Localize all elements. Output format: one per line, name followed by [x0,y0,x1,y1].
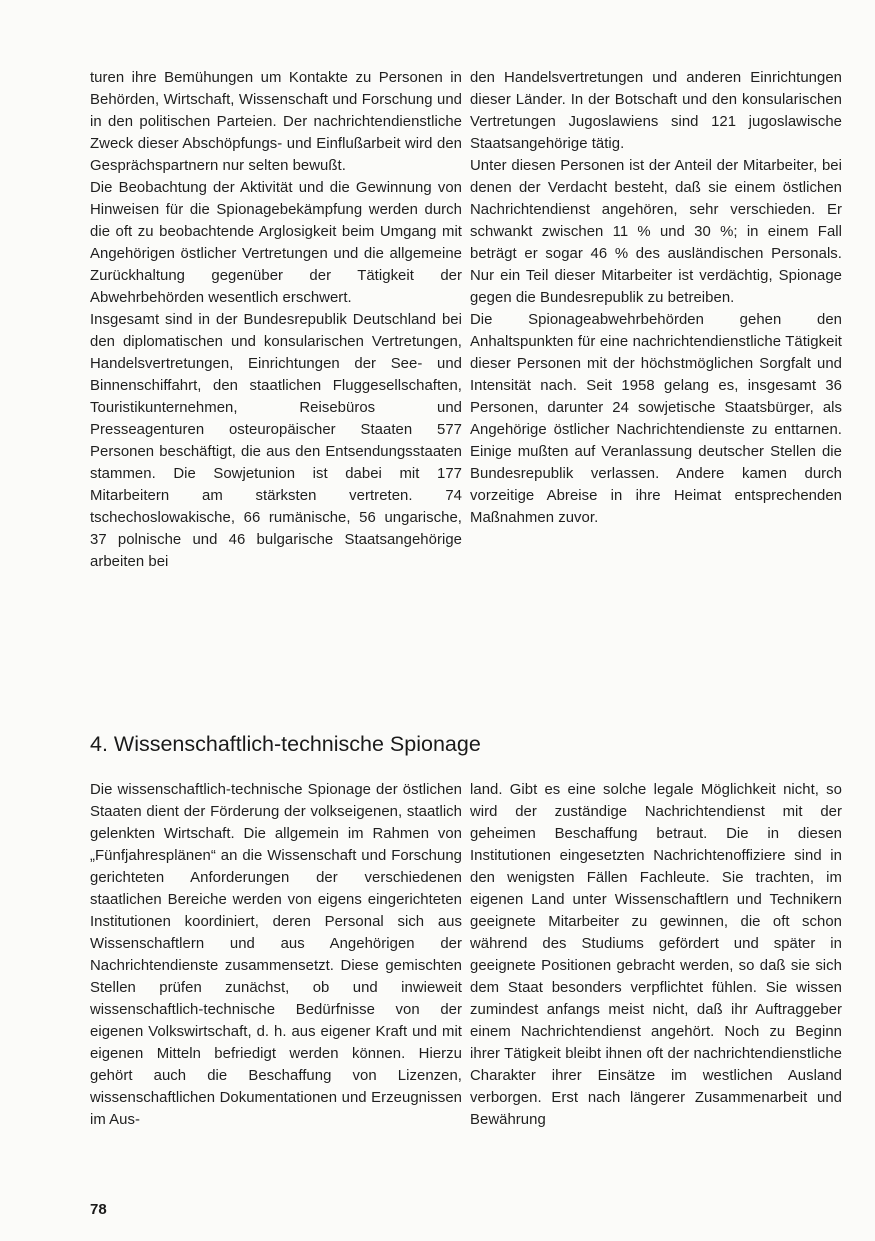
paragraph: Die Spionageabwehrbehörden gehen den Anhaltspunkten für eine nachrichtendienstliche Tätigkeit dieser Personen mit der höchstmöglichen Sorgfalt und Intensität nach. Seit 1958 gelang es, insgesamt 36 Personen, darunter 24 sowjetische Staatsbürger, als Angehörige östlicher Nachrichtendienste zu enttarnen. Einige mußten auf Veranlassung deutscher Stellen die Bundesrepublik verlassen. Andere kamen durch vorzeitige Abreise in ihre Heimat entsprechenden Maßnahmen zuvor. [470,312,842,526]
paragraph: turen ihre Bemühungen um Kontakte zu Personen in Behörden, Wirtschaft, Wissenschaft und Forschung und in den politischen Parteien. Der nachrichtendienstliche Zweck dieser Abschöpfungs- und Einflußarbeit wird den Gesprächspartnern nur selten bewußt. [90,70,462,174]
paragraph: land. Gibt es eine solche legale Möglichkeit nicht, so wird der zuständige Nachrichtendienst mit der geheimen Beschaffung betraut. Die in diesen Institutionen eingesetzten Nachrichtenoffiziere sind in den wenigsten Fällen Fachleute. Sie trachten, im eigenen Land unter Wissenschaftlern und Technikern geeignete Mitarbeiter zu gewinnen, die oft schon während des Studiums gefördert und später in geeignete Positionen gebracht werden, so daß sie sich dem Staat besonders verpflichtet fühlen. Sie wissen zumindest anfangs meist nicht, daß ihr Auftraggeber einem Nachrichtendienst angehört. Noch zu Beginn ihrer Tätigkeit bleibt ihnen oft der nachrichtendienstliche Charakter ihrer Einsätze im westlichen Ausland verborgen. Erst nach längerer Zusammenarbeit und Bewährung [470,782,842,1128]
paragraph: Die wissenschaftlich-technische Spionage der östlichen Staaten dient der Förderung der volkseigenen, staatlich gelenkten Wirtschaft. Die allgemein im Rahmen von „Fünfjahresplänen“ an die Wissenschaft und Forschung gerichteten Anforderungen der verschiedenen staatlichen Bereiche werden von eigens eingerichteten Institutionen koordiniert, deren Personal sich aus Wissenschaftlern und aus Angehörigen der Nachrichtendienste zusammensetzt. Diese gemischten Stellen prüfen zunächst, ob und inwieweit wissenschaftlich-technische Bedürfnisse von der eigenen Volkswirtschaft, d. h. aus eigener Kraft und mit eigenen Mitteln befriedigt werden können. Hierzu gehört auch die Beschaffung von Lizenzen, wissenschaftlichen Dokumentationen und Erzeugnissen im Aus- [90,782,462,1128]
paragraph: Unter diesen Personen ist der Anteil der Mitarbeiter, bei denen der Verdacht besteht, daß sie einem östlichen Nachrichtendienst angehören, sehr verschieden. Er schwankt zwischen 11 % und 30 %; in einem Fall beträgt er sogar 46 % des ausländischen Personals. Nur ein Teil dieser Mitarbeiter ist verdächtig, Spionage gegen die Bundesrepublik zu betreiben. [470,158,842,306]
column-bottom-right [470,779,842,1131]
page-number: 78 [90,1201,107,1218]
column-top-left [90,67,462,573]
paragraph: den Handelsvertretungen und anderen Einrichtungen dieser Länder. In der Botschaft und den konsularischen Vertretungen Jugoslawiens sind 121 jugoslawische Staatsangehörige tätig. [470,70,842,152]
column-bottom-left [90,779,462,1131]
column-top-right [470,67,842,529]
paragraph: Insgesamt sind in der Bundesrepublik Deutschland bei den diplomatischen und konsularischen Vertretungen, Handelsvertretungen, Einrichtungen der See- und Binnenschiffahrt, den staatlichen Fluggesellschaften, Touristikunternehmen, Reisebüros und Presseagenturen osteuropäischer Staaten 577 Personen beschäftigt, die aus den Entsendungsstaaten stammen. Die Sowjetunion ist dabei mit 177 Mitarbeitern am stärksten vertreten. 74 tschechoslowakische, 66 rumänische, 56 ungarische, 37 polnische und 46 bulgarische Staatsangehörige arbeiten bei [90,312,462,570]
section-heading: 4. Wissenschaftlich-technische Spionage [90,732,481,756]
paragraph: Die Beobachtung der Aktivität und die Gewinnung von Hinweisen für die Spionagebekämpfung werden durch die oft zu beobachtende Arglosigkeit beim Umgang mit Angehörigen östlicher Vertretungen und die allgemeine Zurückhaltung gegenüber der Tätigkeit der Abwehrbehörden wesentlich erschwert. [90,180,462,306]
